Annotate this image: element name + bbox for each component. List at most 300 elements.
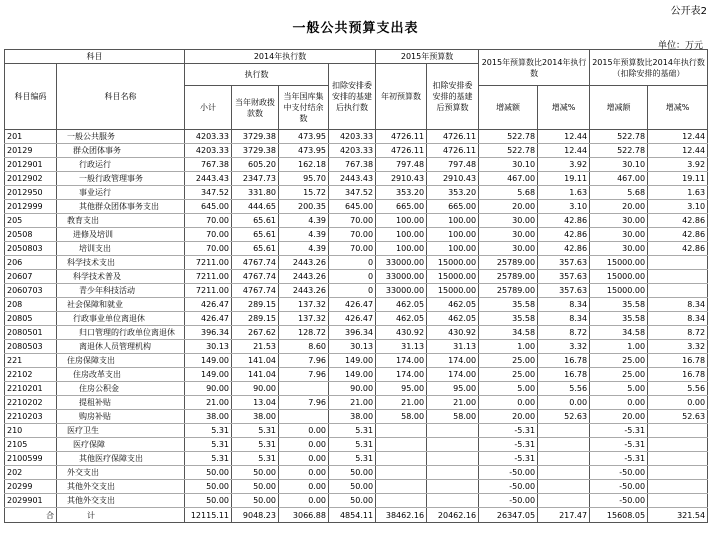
- row-value: 3.32: [648, 340, 708, 354]
- row-value: 70.00: [329, 214, 376, 228]
- total-label-1: 合: [5, 508, 57, 523]
- row-value: 30.00: [590, 214, 648, 228]
- header-excl: 扣除安排委安排的基建后执行数: [329, 64, 376, 130]
- row-value: 3.32: [538, 340, 590, 354]
- header-cmp2014excl: 2015年预算数比2014年执行数（扣除安排的基础）: [590, 50, 708, 86]
- row-value: 0.00: [279, 480, 329, 494]
- row-value: [376, 452, 427, 466]
- row-value: 0: [329, 284, 376, 298]
- total-value: 217.47: [538, 508, 590, 523]
- row-code: 2080501: [5, 326, 57, 340]
- row-value: 4.39: [279, 228, 329, 242]
- row-value: 0.00: [648, 396, 708, 410]
- row-value: 30.10: [590, 158, 648, 172]
- row-name: 提租补贴: [57, 396, 185, 410]
- row-value: 50.00: [185, 466, 232, 480]
- row-code: 206: [5, 256, 57, 270]
- row-value: 2443.26: [279, 284, 329, 298]
- row-value: 42.86: [538, 228, 590, 242]
- row-value: 50.00: [329, 466, 376, 480]
- row-value: 462.05: [376, 298, 427, 312]
- row-value: 50.00: [232, 480, 279, 494]
- row-value: 357.63: [538, 256, 590, 270]
- row-value: 4767.74: [232, 270, 279, 284]
- row-value: 1.00: [479, 340, 538, 354]
- row-name: 外交支出: [57, 466, 185, 480]
- row-value: 149.00: [329, 368, 376, 382]
- row-value: 128.72: [279, 326, 329, 340]
- row-value: 357.63: [538, 270, 590, 284]
- row-value: [279, 382, 329, 396]
- total-value: 15608.05: [590, 508, 648, 523]
- row-value: -50.00: [479, 466, 538, 480]
- row-value: 4203.33: [329, 144, 376, 158]
- row-value: 3.92: [538, 158, 590, 172]
- row-value: 5.00: [590, 382, 648, 396]
- row-value: 4203.33: [329, 130, 376, 144]
- row-value: 5.00: [479, 382, 538, 396]
- row-value: 174.00: [376, 354, 427, 368]
- unit-label: 单位：万元: [657, 41, 703, 51]
- row-name: 群众团体事务: [57, 144, 185, 158]
- row-value: 25789.00: [479, 270, 538, 284]
- header-budget2015: 2015年预算数: [376, 50, 479, 64]
- row-value: 174.00: [427, 354, 479, 368]
- row-value: 30.13: [329, 340, 376, 354]
- row-value: 665.00: [427, 200, 479, 214]
- row-code: 201: [5, 130, 57, 144]
- row-value: 70.00: [329, 228, 376, 242]
- row-value: 149.00: [185, 368, 232, 382]
- total-value: 9048.23: [232, 508, 279, 523]
- row-value: 645.00: [185, 200, 232, 214]
- row-value: 347.52: [329, 186, 376, 200]
- table-row: [5, 396, 708, 410]
- row-value: 42.86: [538, 242, 590, 256]
- row-value: 426.47: [185, 298, 232, 312]
- row-value: 426.47: [185, 312, 232, 326]
- row-value: 7211.00: [185, 256, 232, 270]
- row-name: 一般公共服务: [57, 130, 185, 144]
- row-value: -5.31: [590, 452, 648, 466]
- row-code: 205: [5, 214, 57, 228]
- table-row: [5, 480, 708, 494]
- row-name: 青少年科技活动: [57, 284, 185, 298]
- row-name: 其他外交支出: [57, 480, 185, 494]
- header-cmp2014: 2015年预算数比2014年执行数: [479, 50, 590, 86]
- row-code: 22102: [5, 368, 57, 382]
- row-name: 离退休人员管理机构: [57, 340, 185, 354]
- row-value: 4767.74: [232, 256, 279, 270]
- row-value: 50.00: [329, 494, 376, 508]
- row-value: 100.00: [427, 242, 479, 256]
- table-body: [5, 130, 708, 523]
- table-row: [5, 186, 708, 200]
- row-value: 5.31: [185, 438, 232, 452]
- row-name: 一般行政管理事务: [57, 172, 185, 186]
- table-row: [5, 410, 708, 424]
- row-value: 5.68: [479, 186, 538, 200]
- row-value: 90.00: [185, 382, 232, 396]
- row-value: 15000.00: [427, 284, 479, 298]
- row-value: 0.00: [279, 494, 329, 508]
- row-value: 19.11: [538, 172, 590, 186]
- row-value: 25.00: [590, 368, 648, 382]
- row-value: 34.58: [479, 326, 538, 340]
- row-value: 2443.43: [329, 172, 376, 186]
- row-value: 12.44: [538, 130, 590, 144]
- row-value: 430.92: [427, 326, 479, 340]
- row-value: 8.72: [648, 326, 708, 340]
- row-value: 5.31: [232, 438, 279, 452]
- row-value: 289.15: [232, 312, 279, 326]
- row-value: 5.31: [232, 452, 279, 466]
- row-value: 16.78: [648, 354, 708, 368]
- row-value: [427, 452, 479, 466]
- row-value: 33000.00: [376, 270, 427, 284]
- row-value: 462.05: [376, 312, 427, 326]
- table-row: [5, 312, 708, 326]
- row-value: 200.35: [279, 200, 329, 214]
- row-code: 20508: [5, 228, 57, 242]
- row-value: 21.00: [427, 396, 479, 410]
- row-value: 5.68: [590, 186, 648, 200]
- row-value: [648, 480, 708, 494]
- row-code: 2012999: [5, 200, 57, 214]
- header-exec2014: 2014年执行数: [185, 50, 376, 64]
- row-code: 208: [5, 298, 57, 312]
- row-value: 149.00: [185, 354, 232, 368]
- row-name: 住房改革支出: [57, 368, 185, 382]
- row-value: 522.78: [590, 130, 648, 144]
- row-value: 2910.43: [427, 172, 479, 186]
- row-value: 16.78: [538, 368, 590, 382]
- row-value: 15000.00: [590, 256, 648, 270]
- row-code: 2012902: [5, 172, 57, 186]
- row-value: 16.78: [648, 368, 708, 382]
- row-value: 444.65: [232, 200, 279, 214]
- row-value: 25.00: [590, 354, 648, 368]
- table-row: [5, 354, 708, 368]
- row-name: 其他群众团体事务支出: [57, 200, 185, 214]
- row-value: 357.63: [538, 284, 590, 298]
- row-value: 665.00: [376, 200, 427, 214]
- row-value: [376, 424, 427, 438]
- row-name: 社会保障和就业: [57, 298, 185, 312]
- row-value: 3729.38: [232, 130, 279, 144]
- row-value: 4203.33: [185, 130, 232, 144]
- row-value: 7.96: [279, 368, 329, 382]
- table-row: [5, 228, 708, 242]
- row-value: 15.72: [279, 186, 329, 200]
- table-row: [5, 130, 708, 144]
- row-value: [648, 438, 708, 452]
- row-value: 4726.11: [376, 130, 427, 144]
- row-value: 645.00: [329, 200, 376, 214]
- table-row: [5, 144, 708, 158]
- row-value: 5.31: [329, 438, 376, 452]
- row-code: 2012950: [5, 186, 57, 200]
- row-value: 38.00: [185, 410, 232, 424]
- row-value: 467.00: [479, 172, 538, 186]
- row-value: 4767.74: [232, 284, 279, 298]
- row-value: 38.00: [232, 410, 279, 424]
- row-value: 5.31: [185, 424, 232, 438]
- row-value: 4.39: [279, 214, 329, 228]
- table-row: [5, 172, 708, 186]
- row-value: 1.00: [590, 340, 648, 354]
- row-value: 33000.00: [376, 284, 427, 298]
- row-value: 462.05: [427, 312, 479, 326]
- row-value: [376, 494, 427, 508]
- row-value: 70.00: [185, 214, 232, 228]
- row-value: 141.04: [232, 368, 279, 382]
- row-value: 12.44: [648, 144, 708, 158]
- row-value: [376, 480, 427, 494]
- row-code: 221: [5, 354, 57, 368]
- row-name: 住房公积金: [57, 382, 185, 396]
- row-value: 15000.00: [427, 256, 479, 270]
- row-value: 1.63: [648, 186, 708, 200]
- row-value: 473.95: [279, 130, 329, 144]
- row-name: 科学技术普及: [57, 270, 185, 284]
- row-value: 0.00: [279, 452, 329, 466]
- row-value: [538, 466, 590, 480]
- row-value: [427, 480, 479, 494]
- row-value: 50.00: [185, 494, 232, 508]
- row-value: [427, 494, 479, 508]
- row-value: 8.34: [648, 312, 708, 326]
- row-value: 30.00: [479, 228, 538, 242]
- row-value: 473.95: [279, 144, 329, 158]
- row-value: 15000.00: [590, 284, 648, 298]
- row-value: 25789.00: [479, 256, 538, 270]
- row-value: [538, 424, 590, 438]
- header-fiscal: 当年财政拨款数: [232, 86, 279, 130]
- row-value: 522.78: [479, 144, 538, 158]
- row-value: 50.00: [232, 466, 279, 480]
- row-value: -50.00: [479, 494, 538, 508]
- row-value: 100.00: [376, 214, 427, 228]
- total-value: 12115.11: [185, 508, 232, 523]
- table-row: [5, 242, 708, 256]
- row-value: 100.00: [376, 228, 427, 242]
- row-value: 25789.00: [479, 284, 538, 298]
- table-row: [5, 326, 708, 340]
- row-value: 347.52: [185, 186, 232, 200]
- header-exec: 执行数: [185, 64, 329, 86]
- row-value: 0: [329, 256, 376, 270]
- row-value: 149.00: [329, 354, 376, 368]
- row-code: 2210201: [5, 382, 57, 396]
- row-value: 100.00: [427, 214, 479, 228]
- row-value: [648, 284, 708, 298]
- row-value: 7.96: [279, 354, 329, 368]
- header-subtotal: 小计: [185, 86, 232, 130]
- row-value: 353.20: [376, 186, 427, 200]
- row-value: 65.61: [232, 214, 279, 228]
- row-value: 174.00: [427, 368, 479, 382]
- row-value: 426.47: [329, 312, 376, 326]
- row-value: [427, 424, 479, 438]
- row-value: 12.44: [538, 144, 590, 158]
- total-value: 3066.88: [279, 508, 329, 523]
- row-value: 30.10: [479, 158, 538, 172]
- row-value: 7.96: [279, 396, 329, 410]
- table-row: [5, 340, 708, 354]
- table-row: [5, 284, 708, 298]
- row-value: -5.31: [479, 424, 538, 438]
- row-name: 其他医疗保障支出: [57, 452, 185, 466]
- row-code: 2029901: [5, 494, 57, 508]
- row-value: 25.00: [479, 368, 538, 382]
- row-value: 0.00: [279, 424, 329, 438]
- row-value: 137.32: [279, 312, 329, 326]
- row-value: 0.00: [279, 466, 329, 480]
- page-title: 一般公共预算支出表: [292, 21, 419, 36]
- row-value: 31.13: [376, 340, 427, 354]
- table-row: [5, 438, 708, 452]
- row-value: 21.53: [232, 340, 279, 354]
- row-name: 住房保障支出: [57, 354, 185, 368]
- row-name: 医疗保障: [57, 438, 185, 452]
- row-value: 5.56: [538, 382, 590, 396]
- row-value: 2443.26: [279, 270, 329, 284]
- row-name: 科学技术支出: [57, 256, 185, 270]
- row-value: 30.00: [479, 214, 538, 228]
- row-value: 34.58: [590, 326, 648, 340]
- row-value: 70.00: [185, 242, 232, 256]
- row-value: [376, 438, 427, 452]
- row-value: 462.05: [427, 298, 479, 312]
- total-value: 321.54: [648, 508, 708, 523]
- row-value: 8.34: [538, 312, 590, 326]
- row-code: 2210202: [5, 396, 57, 410]
- row-value: 1.63: [538, 186, 590, 200]
- row-name: 行政运行: [57, 158, 185, 172]
- row-value: 30.00: [590, 242, 648, 256]
- row-value: 21.00: [185, 396, 232, 410]
- row-name: 归口管理的行政单位离退休: [57, 326, 185, 340]
- row-value: 0.00: [538, 396, 590, 410]
- row-code: 2100599: [5, 452, 57, 466]
- row-value: 2347.73: [232, 172, 279, 186]
- row-value: 8.34: [538, 298, 590, 312]
- row-value: 3.10: [538, 200, 590, 214]
- row-value: 90.00: [329, 382, 376, 396]
- row-value: 7211.00: [185, 270, 232, 284]
- row-value: 25.00: [479, 354, 538, 368]
- row-value: 20.00: [590, 200, 648, 214]
- row-value: -50.00: [590, 480, 648, 494]
- row-value: -5.31: [590, 424, 648, 438]
- row-value: -5.31: [590, 438, 648, 452]
- row-value: 396.34: [185, 326, 232, 340]
- row-value: 58.00: [427, 410, 479, 424]
- row-value: 396.34: [329, 326, 376, 340]
- row-value: 52.63: [538, 410, 590, 424]
- row-value: 0.00: [590, 396, 648, 410]
- row-value: [648, 270, 708, 284]
- header-inc: 增减额: [479, 86, 538, 130]
- row-value: 2443.43: [185, 172, 232, 186]
- row-value: 13.04: [232, 396, 279, 410]
- row-value: 8.60: [279, 340, 329, 354]
- row-name: 事业运行: [57, 186, 185, 200]
- row-value: 0: [329, 270, 376, 284]
- row-value: 353.20: [427, 186, 479, 200]
- row-value: 5.31: [185, 452, 232, 466]
- row-value: 42.86: [538, 214, 590, 228]
- table-row: [5, 270, 708, 284]
- row-code: 20129: [5, 144, 57, 158]
- total-label-2: 计: [57, 508, 185, 523]
- row-value: 12.44: [648, 130, 708, 144]
- total-value: 20462.16: [427, 508, 479, 523]
- row-value: 90.00: [232, 382, 279, 396]
- row-value: 16.78: [538, 354, 590, 368]
- row-value: 5.56: [648, 382, 708, 396]
- table-row: [5, 298, 708, 312]
- row-code: 2080503: [5, 340, 57, 354]
- table-row: [5, 466, 708, 480]
- row-value: 797.48: [427, 158, 479, 172]
- table-row: [5, 452, 708, 466]
- row-value: 522.78: [590, 144, 648, 158]
- row-value: 21.00: [329, 396, 376, 410]
- row-value: 2910.43: [376, 172, 427, 186]
- row-value: 2443.26: [279, 256, 329, 270]
- row-value: 467.00: [590, 172, 648, 186]
- row-code: 2210203: [5, 410, 57, 424]
- row-value: 100.00: [376, 242, 427, 256]
- row-value: [648, 452, 708, 466]
- table-row: [5, 200, 708, 214]
- row-value: 35.58: [479, 312, 538, 326]
- table-row: [5, 256, 708, 270]
- header-subject: 科目: [5, 50, 185, 64]
- row-value: 65.61: [232, 242, 279, 256]
- row-value: -50.00: [590, 466, 648, 480]
- row-value: 70.00: [185, 228, 232, 242]
- row-code: 2105: [5, 438, 57, 452]
- row-name: 培训支出: [57, 242, 185, 256]
- header-code: 科目编码: [5, 64, 57, 130]
- row-value: 15000.00: [427, 270, 479, 284]
- header-inc2: 增减额: [590, 86, 648, 130]
- row-value: 162.18: [279, 158, 329, 172]
- row-code: 202: [5, 466, 57, 480]
- table-row: [5, 368, 708, 382]
- row-code: 20607: [5, 270, 57, 284]
- row-value: 0.00: [479, 396, 538, 410]
- header-name: 科目名称: [57, 64, 185, 130]
- row-value: 0.00: [279, 438, 329, 452]
- row-value: [538, 438, 590, 452]
- row-value: 70.00: [329, 242, 376, 256]
- row-code: 20805: [5, 312, 57, 326]
- row-name: 医疗卫生: [57, 424, 185, 438]
- row-value: 42.86: [648, 214, 708, 228]
- row-value: 3729.38: [232, 144, 279, 158]
- row-value: 52.63: [648, 410, 708, 424]
- total-value: 26347.05: [479, 508, 538, 523]
- header-central: 当年国库集中支付结余数: [279, 86, 329, 130]
- row-value: 35.58: [590, 298, 648, 312]
- row-value: 30.00: [590, 228, 648, 242]
- header-excl2015: 扣除安排委安排的基建后预算数: [427, 64, 479, 130]
- table-row: [5, 214, 708, 228]
